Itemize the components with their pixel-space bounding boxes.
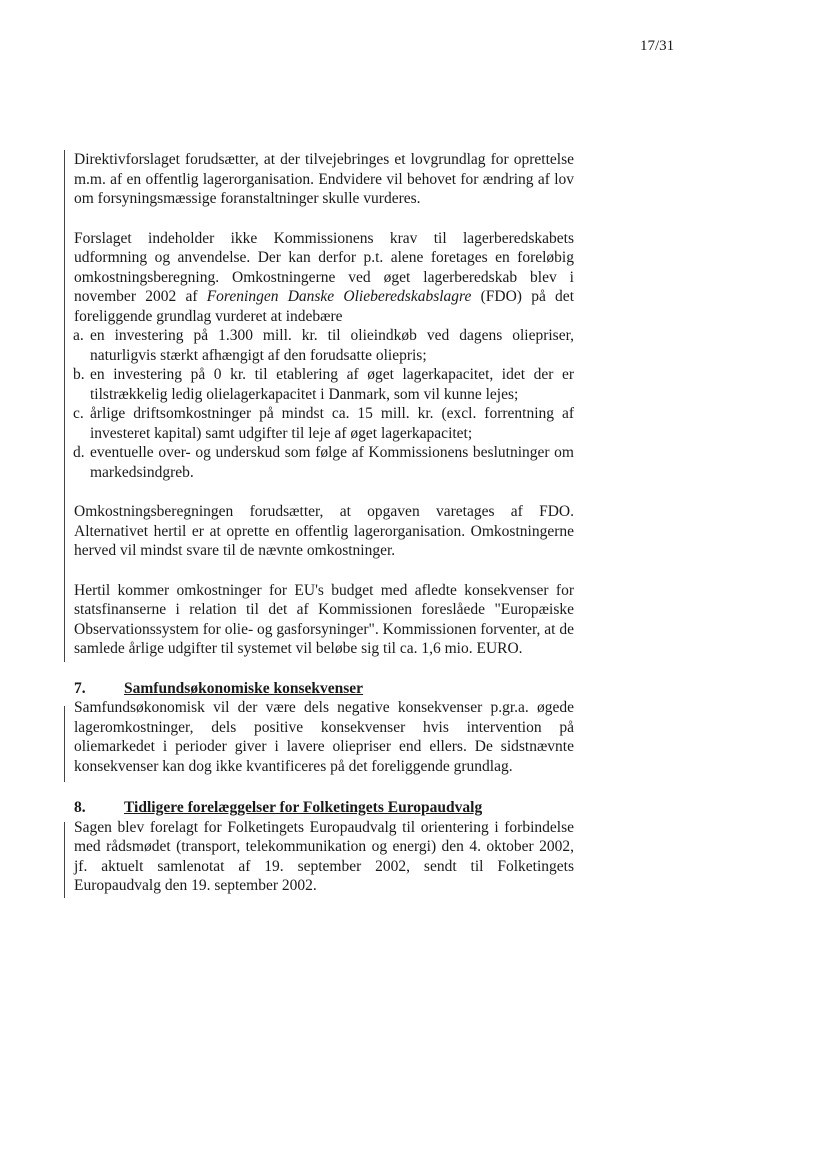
section-8-heading (74, 798, 574, 818)
list-marker: d. (73, 444, 85, 461)
paragraph-cost-estimate (74, 229, 574, 483)
margin-bar-1 (64, 150, 65, 662)
section-7-number: 7. (74, 679, 86, 697)
margin-bar-2 (64, 706, 65, 782)
paragraph-eu-budget: Hertil kommer omkostninger for EU's budget med afledte konsekvenser for statsfinanserne i relation til det af Kommissionen foreslåede "Europæiske Observationssystem for olie- og gasforsyninger". Kommissionen forventer, at de samlede årlige udgifter til systemet vil beløbe sig til ca. 1,6 mio. EURO. (74, 581, 574, 657)
document-body (74, 150, 574, 918)
list-item-text: en investering på 1.300 mill. kr. til olieindkøb ved dagens oliepriser, naturligvis stærkt afhængigt af den forudsatte oliepris; (90, 327, 574, 364)
section-8-title: Tidligere forelæggelser for Folketingets Europaudvalg (124, 799, 483, 816)
list-item-text: årlige driftsomkostninger på mindst ca. 15 mill. kr. (excl. forrentning af investeret kapital) samt udgifter til leje af øget lagerkapacitet; (90, 405, 574, 442)
list-item-text: en investering på 0 kr. til etablering af øget lagerkapacitet, idet der er tilstrækkelig ledig olielagerkapacitet i Danmark, som vil kunne lejes; (90, 366, 574, 403)
section-8 (74, 798, 574, 896)
list-marker: c. (73, 405, 84, 422)
section-8-number: 8. (74, 799, 86, 816)
section-7-body: Samfundsøkonomisk vil der være dels negative konsekvenser p.gr.a. øgede lageromkostninger, dels positive konsekvenser hvis intervention på oliemarkedet i perioder giver i lavere oliepriser end ellers. De sidstnævnte konsekvenser kan dog ikke kvantificeres på det foreliggende grundlag. (74, 699, 574, 775)
paragraph-legal-basis: Direktivforslaget forudsætter, at der tilvejebringes et lovgrundlag for oprettelse m.m. af en offentlig lagerorganisation. Endvidere vil behovet for ændring af lov om forsyningsmæssige foranstaltninger skulle vurderes. (74, 151, 574, 207)
section-8-body: Sagen blev forelagt for Folketingets Europaudvalg til orientering i forbindelse med rådsmødet (transport, telekommunikation og energi) den 4. oktober 2002, jf. aktuelt samlenotat af 19. september 2002, sendt til Folketingets Europaudvalg den 19. september 2002. (74, 818, 574, 894)
list-item (74, 443, 574, 482)
paragraph-fdo-assumption: Omkostningsberegningen forudsætter, at opgaven varetages af FDO. Alternativet hertil er at oprette en offentlig lagerorganisation. Omkostningerne herved vil mindst svare til de nævnte omkostninger. (74, 503, 574, 559)
cost-estimate-text-end: (FDO) på det foreliggende grundlag vurderet at indebære (74, 288, 574, 325)
cost-estimate-text-start: Forslaget indeholder ikke Kommissionens krav til lagerberedskabets udformning og anvendelse. Der kan derfor p.t. alene foretages en foreløbig omkostningsberegning. Omkostningerne ved øget lagerberedskab blev i november 2002 af (74, 229, 574, 305)
section-7-title: Samfundsøkonomiske konsekvenser (124, 679, 364, 697)
section-7-heading (74, 679, 574, 699)
margin-bar-3 (64, 822, 65, 898)
list-item-text: eventuelle over- og underskud som følge af Kommissionens beslutninger om markedsindgreb. (90, 444, 574, 481)
list-item (74, 365, 574, 404)
section-7 (74, 679, 574, 777)
list-item (74, 404, 574, 443)
list-marker: a. (73, 327, 84, 344)
page-number: 17/31 (640, 38, 675, 54)
list-item (74, 326, 574, 365)
cost-list (74, 326, 574, 482)
list-marker: b. (73, 366, 85, 383)
fdo-name: Foreningen Danske Olieberedskabslagre (206, 288, 472, 305)
